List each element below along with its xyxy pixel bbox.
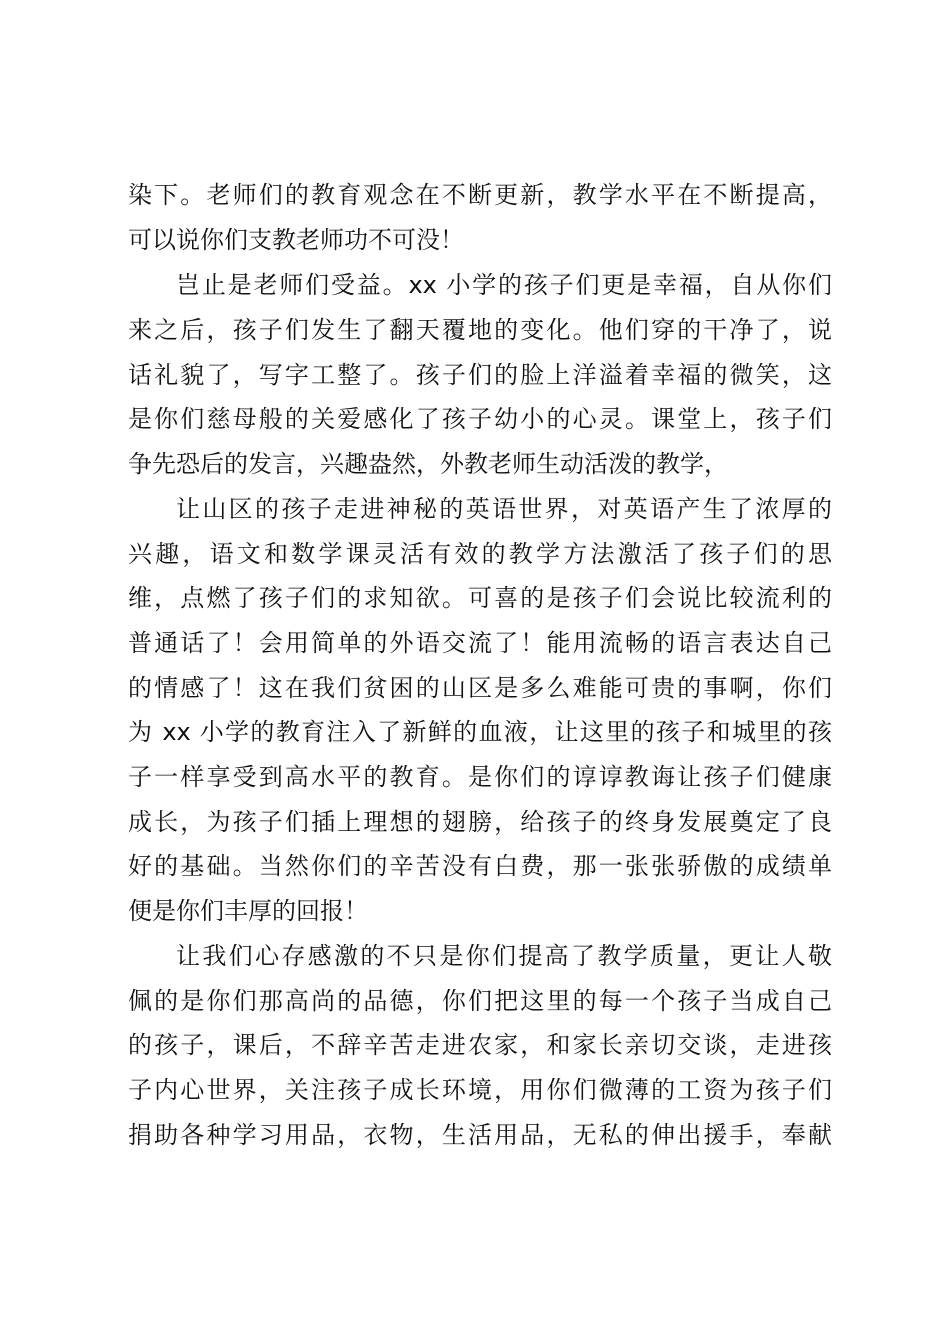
paragraph-first-line: 让我们心存感激的不只是你们提高了教学质量，更让人敬 [176, 942, 832, 970]
text-line: 好的基础。当然你们的辛苦没有白费，那一张张骄傲的成绩单 [128, 852, 832, 880]
paragraph-first-line: 让山区的孩子走进神秘的英语世界，对英语产生了浓厚的 [176, 495, 832, 523]
text-line: 的情感了！这在我们贫困的山区是多么难能可贵的事啊，你们 [128, 674, 832, 702]
text-line: 兴趣，语文和数学课灵活有效的教学方法激活了孩子们的思 [128, 540, 832, 568]
text-line: 话礼貌了，写字工整了。孩子们的脸上洋溢着幸福的微笑，这 [128, 361, 832, 389]
text-line: 佩的是你们那高尚的品德，你们把这里的每一个孩子当成自己 [128, 987, 832, 1015]
text-line: 子一样享受到高水平的教育。是你们的谆谆教诲让孩子们健康 [128, 763, 832, 791]
text-line: 普通话了！会用简单的外语交流了！能用流畅的语言表达自己 [128, 629, 832, 657]
text-line: 为 xx 小学的教育注入了新鲜的血液，让这里的孩子和城里的孩 [128, 718, 832, 746]
text-line: 可以说你们支教老师功不可没！ [128, 226, 464, 254]
text-line: 成长，为孩子们插上理想的翅膀，给孩子的终身发展奠定了良 [128, 808, 832, 836]
text-line: 子内心世界，关注孩子成长环境，用你们微薄的工资为孩子们 [128, 1076, 832, 1104]
text-line: 便是你们丰厚的回报！ [128, 897, 368, 925]
text-line: 来之后，孩子们发生了翻天覆地的变化。他们穿的干净了，说 [128, 316, 832, 344]
text-line: 的孩子，课后，不辞辛苦走进农家，和家长亲切交谈，走进孩 [128, 1031, 832, 1059]
paragraph-first-line: 岂止是老师们受益。xx 小学的孩子们更是幸福，自从你们 [176, 271, 832, 299]
text-line: 捐助各种学习用品，衣物，生活用品，无私的伸出援手，奉献 [128, 1121, 832, 1149]
text-line: 维，点燃了孩子们的求知欲。可喜的是孩子们会说比较流利的 [128, 584, 832, 612]
text-line: 争先恐后的发言，兴趣盎然，外教老师生动活泼的教学， [128, 450, 728, 478]
text-line: 染下。老师们的教育观念在不断更新，教学水平在不断提高， [128, 181, 832, 209]
text-line: 是你们慈母般的关爱感化了孩子幼小的心灵。课堂上，孩子们 [128, 405, 832, 433]
